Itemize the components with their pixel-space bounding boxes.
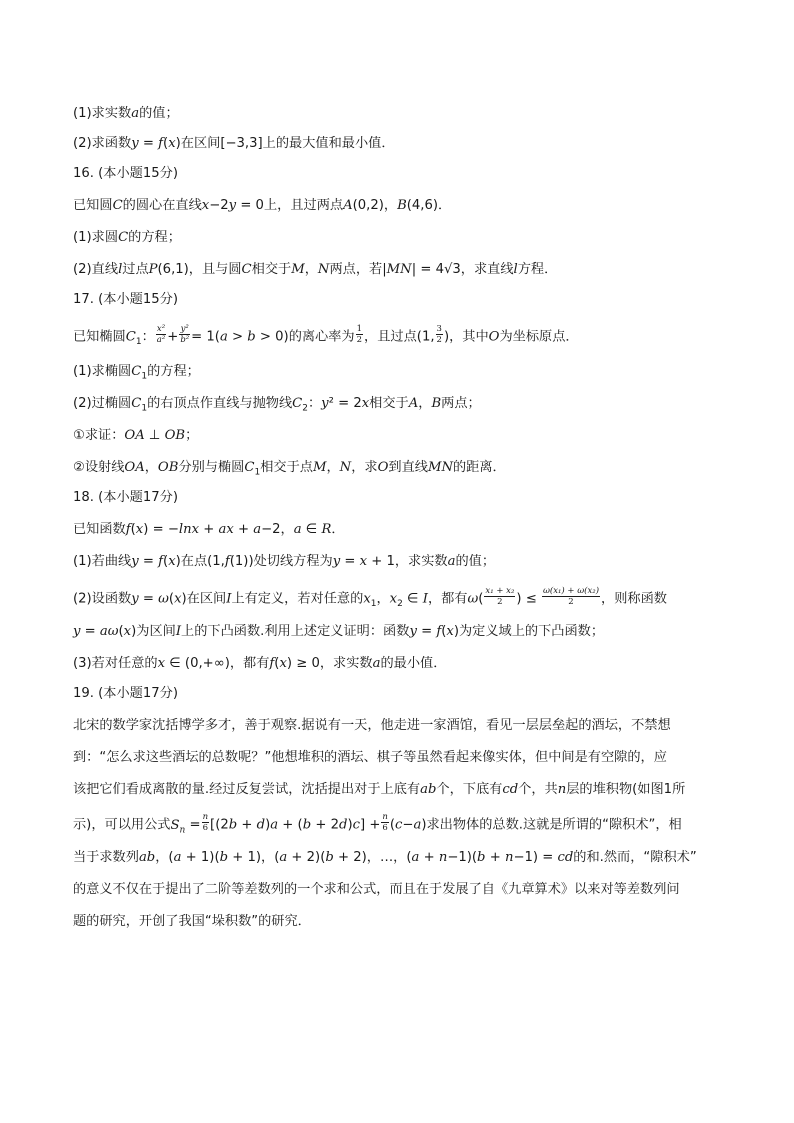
q16-header: 16. (本小题15分) [73, 166, 178, 181]
q17-header: 17. (本小题15分) [73, 292, 178, 307]
q18-part2-line2: y = aω(x)为区间I上的下凸函数.利用上述定义证明：函数y = f(x)为定义域上的下凸函数； [73, 624, 605, 639]
q19-line6: 的意义不仅在于提出了二阶等差数列的一个求和公式，而且在于发展了自《九章算术》以来对等差数列问 [73, 882, 680, 897]
q19-line5: 当于求数列ab，(a + 1)(b + 1)，(a + 2)(b + 2)，…，(a + n−1)(b + n−1) = cd的和.然而，“隙积术” [73, 850, 697, 865]
q18-part3: (3)若对任意的x ∈ (0,+∞)，都有f(x) ≥ 0，求实数a的最小值． [73, 656, 447, 671]
q19-line3: 该把它们看成离散的量.经过反复尝试，沈括提出对于上底有ab个，下底有cd个，共n层的堆积物(如图1所 [73, 782, 686, 797]
q19-line1: 北宋的数学家沈括博学多才，善于观察.据说有一天，他走进一家酒馆，看见一层层垒起的酒坛，不禁想 [73, 718, 671, 733]
q18-part1: (1)若曲线y = f(x)在点(1,f(1))处切线方程为y = x + 1，求实数a的值； [73, 554, 496, 569]
q18-stem: 已知函数f(x) = −lnx + ax + a−2，a ∈ R． [73, 522, 345, 537]
q16-stem: 已知圆C的圆心在直线x−2y = 0上，且过两点A(0,2)，B(4,6)． [73, 198, 452, 213]
q18-part2-line1: (2)设函数y = ω(x)在区间I上有定义，若对任意的$x_1$，$x_2$ ∈ I，都有ω( $\frac{\text{x₁ + x₂}}{2}$ ) ≤ $\frac{\text{ω(x₁) + ω(x₂)}}{2}$ ，则称函数 [73, 586, 667, 610]
q15-part1: (1)求实数a的值； [73, 106, 179, 121]
q17-sub1: ①求证：OA ⊥ OB； [73, 428, 199, 443]
q18-header: 18. (本小题17分) [73, 490, 178, 505]
q19-line2: 到：“怎么求这些酒坛的总数呢？”他想堆积的酒坛、棋子等虽然看起来像实体，但中间是有空隙的，应 [73, 750, 667, 765]
q19-line7: 题的研究，开创了我国“垛积数”的研究． [73, 914, 311, 929]
q17-part2: (2)过椭圆$C_1$的右顶点作直线与抛物线$C_2$：y² = 2x相交于A，B两点； [73, 396, 481, 414]
q19-line4: 示)，可以用公式$S_n$ = $\frac{n}{6}$ [(2b + d)a + (b + 2d)c] + $\frac{n}{6}$ (c−a)求出物体的总数.这就是所谓的“隙积术”，相 [73, 812, 682, 836]
q16-part2: (2)直线l过点P(6,1)，且与圆C相交于M，N两点，若|MN| = 4√3，求直线l方程． [73, 262, 558, 277]
q17-stem: 已知椭圆$C_1$： $\frac{\text{x²}}{\text{a²}}$ + $\frac{\text{y²}}{\text{b²}}$ = 1(a > b > 0)的离心率为 $\frac{1}{2}$ ，且过点(1, $\frac{3}{2}$ )，其中O为坐标原点． [73, 324, 579, 348]
q15-part2: (2)求函数y = f(x)在区间[−3,3]上的最大值和最小值． [73, 136, 395, 151]
q16-part1: (1)求圆C的方程； [73, 230, 181, 245]
q17-part1: (1)求椭圆$C_1$的方程； [73, 364, 200, 382]
q17-sub2: ②设射线OA，OB分别与椭圆$C_1$相交于点M，N，求O到直线MN的距离． [73, 460, 506, 478]
q19-header: 19. (本小题17分) [73, 686, 178, 701]
